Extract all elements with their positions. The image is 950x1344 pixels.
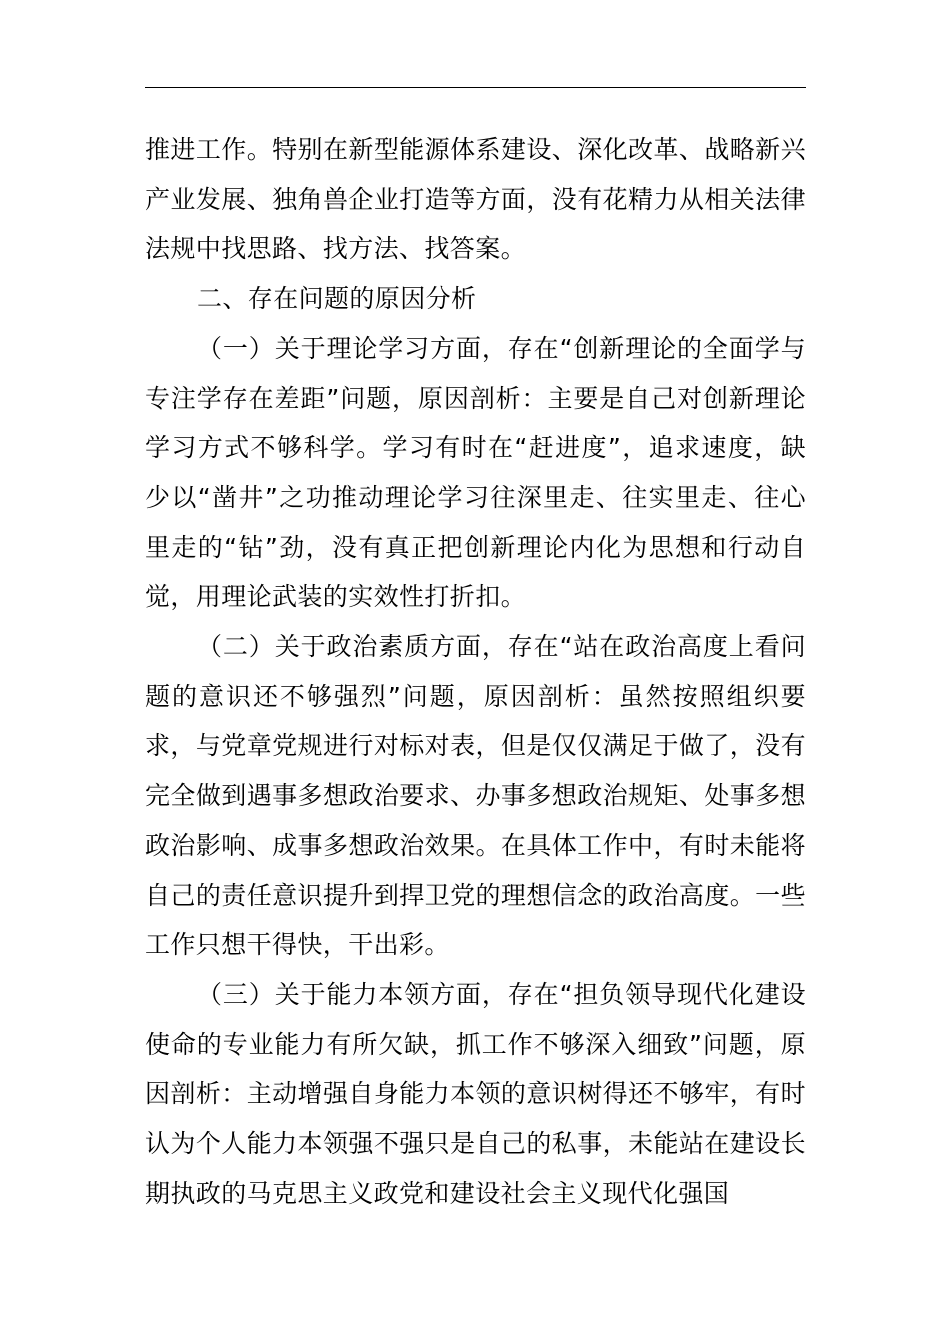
paragraph-political-quality: （二）关于政治素质方面，存在“站在政治高度上看问题的意识还不够强烈”问题，原因剖析：虽然按照组织要求，与党章党规进行对标对表，但是仅仅满足于做了，没有完全做到遇事多想政治要求、办事多想政治规矩、处事多想政治影响、成事多想政治效果。在具体工作中，有时未能将自己的责任意识提升到捍卫党的理想信念的政治高度。一些工作只想干得快，干出彩。	[145, 632, 806, 960]
paragraph-theory-study: （一）关于理论学习方面，存在“创新理论的全面学与专注学存在差距”问题，原因剖析：主要是自己对创新理论学习方式不够科学。学习有时在“赶进度”，追求速度，缺少以“凿井”之功推动理论学习往深里走、往实里走、往心里走的“钻”劲，没有真正把创新理论内化为思想和行动自觉，用理论武装的实效性打折扣。	[145, 333, 806, 612]
paragraph-continuation: 推进工作。特别在新型能源体系建设、深化改革、战略新兴产业发展、独角兽企业打造等方面，没有花精力从相关法律法规中找思路、找方法、找答案。	[145, 135, 806, 264]
paragraph-ability-skills: （三）关于能力本领方面，存在“担负领导现代化建设使命的专业能力有所欠缺，抓工作不够深入细致”问题，原因剖析：主动增强自身能力本领的意识树得还不够牢，有时认为个人能力本领强不强只是自己的私事，未能站在建设长期执政的马克思主义政党和建设社会主义现代化强国	[145, 979, 806, 1208]
document-body	[145, 125, 806, 1218]
section-heading: 二、存在问题的原因分析	[197, 284, 477, 314]
header-rule	[145, 87, 806, 88]
